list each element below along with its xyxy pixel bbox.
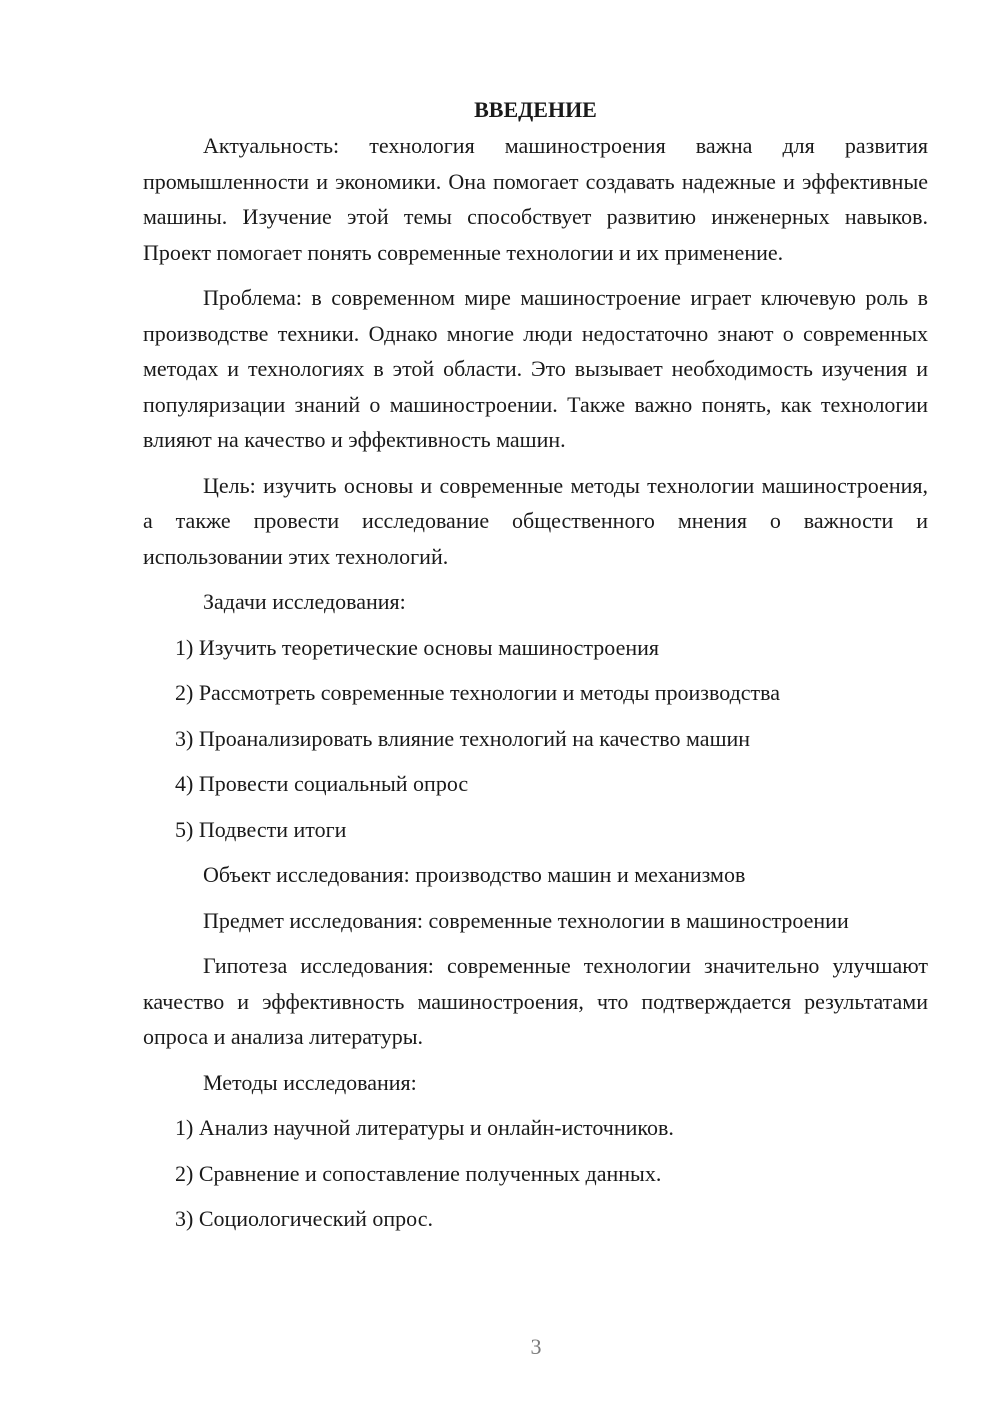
page-content	[143, 94, 928, 1247]
task-item: 3) Проанализировать влияние технологий на качество машин	[175, 725, 751, 751]
task-item: 5) Подвести итоги	[175, 816, 347, 842]
task-item: 4) Провести социальный опрос	[175, 771, 469, 796]
problem-paragraph: Проблема: в современном мире машиностроение играет ключевую роль в производстве техники. Однако многие люди недостаточно знают о современных методах и технологиях в этой области. Это вызывает необходимость изучения и популяризации знаний о машиностроении. Также важно понять, как технологии влияют на качество и эффективность машин.	[143, 285, 928, 452]
tasks-heading: Задачи исследования:	[203, 589, 406, 614]
task-item: 1) Изучить теоретические основы машиностроения	[175, 634, 659, 660]
methods-heading: Методы исследования:	[203, 1069, 417, 1095]
relevance-paragraph: Актуальность: технология машиностроения важна для развития промышленности и экономики. Она помогает создавать надежные и эффективные машины. Изучение этой темы способствует развитию инженерных навыков. Проект помогает понять современные технологии и их применение.	[143, 133, 928, 265]
method-item: 2) Сравнение и сопоставление полученных данных.	[175, 1160, 662, 1186]
hypothesis-paragraph: Гипотеза исследования: современные технологии значительно улучшают качество и эффективность машиностроения, что подтверждается результатами опроса и анализа литературы.	[143, 953, 928, 1049]
task-item: 2) Рассмотреть современные технологии и методы производства	[175, 680, 780, 705]
method-item: 1) Анализ научной литературы и онлайн-источников.	[175, 1115, 674, 1140]
section-title: ВВЕДЕНИЕ	[474, 97, 597, 122]
page-number: 3	[530, 1334, 542, 1359]
method-item: 3) Социологический опрос.	[175, 1206, 433, 1231]
subject-line: Предмет исследования: современные технологии в машиностроении	[203, 907, 849, 933]
goal-paragraph: Цель: изучить основы и современные методы технологии машиностроения, а также провести исследование общественного мнения о важности и использовании этих технологий.	[143, 472, 928, 569]
object-line: Объект исследования: производство машин и механизмов	[203, 862, 746, 887]
